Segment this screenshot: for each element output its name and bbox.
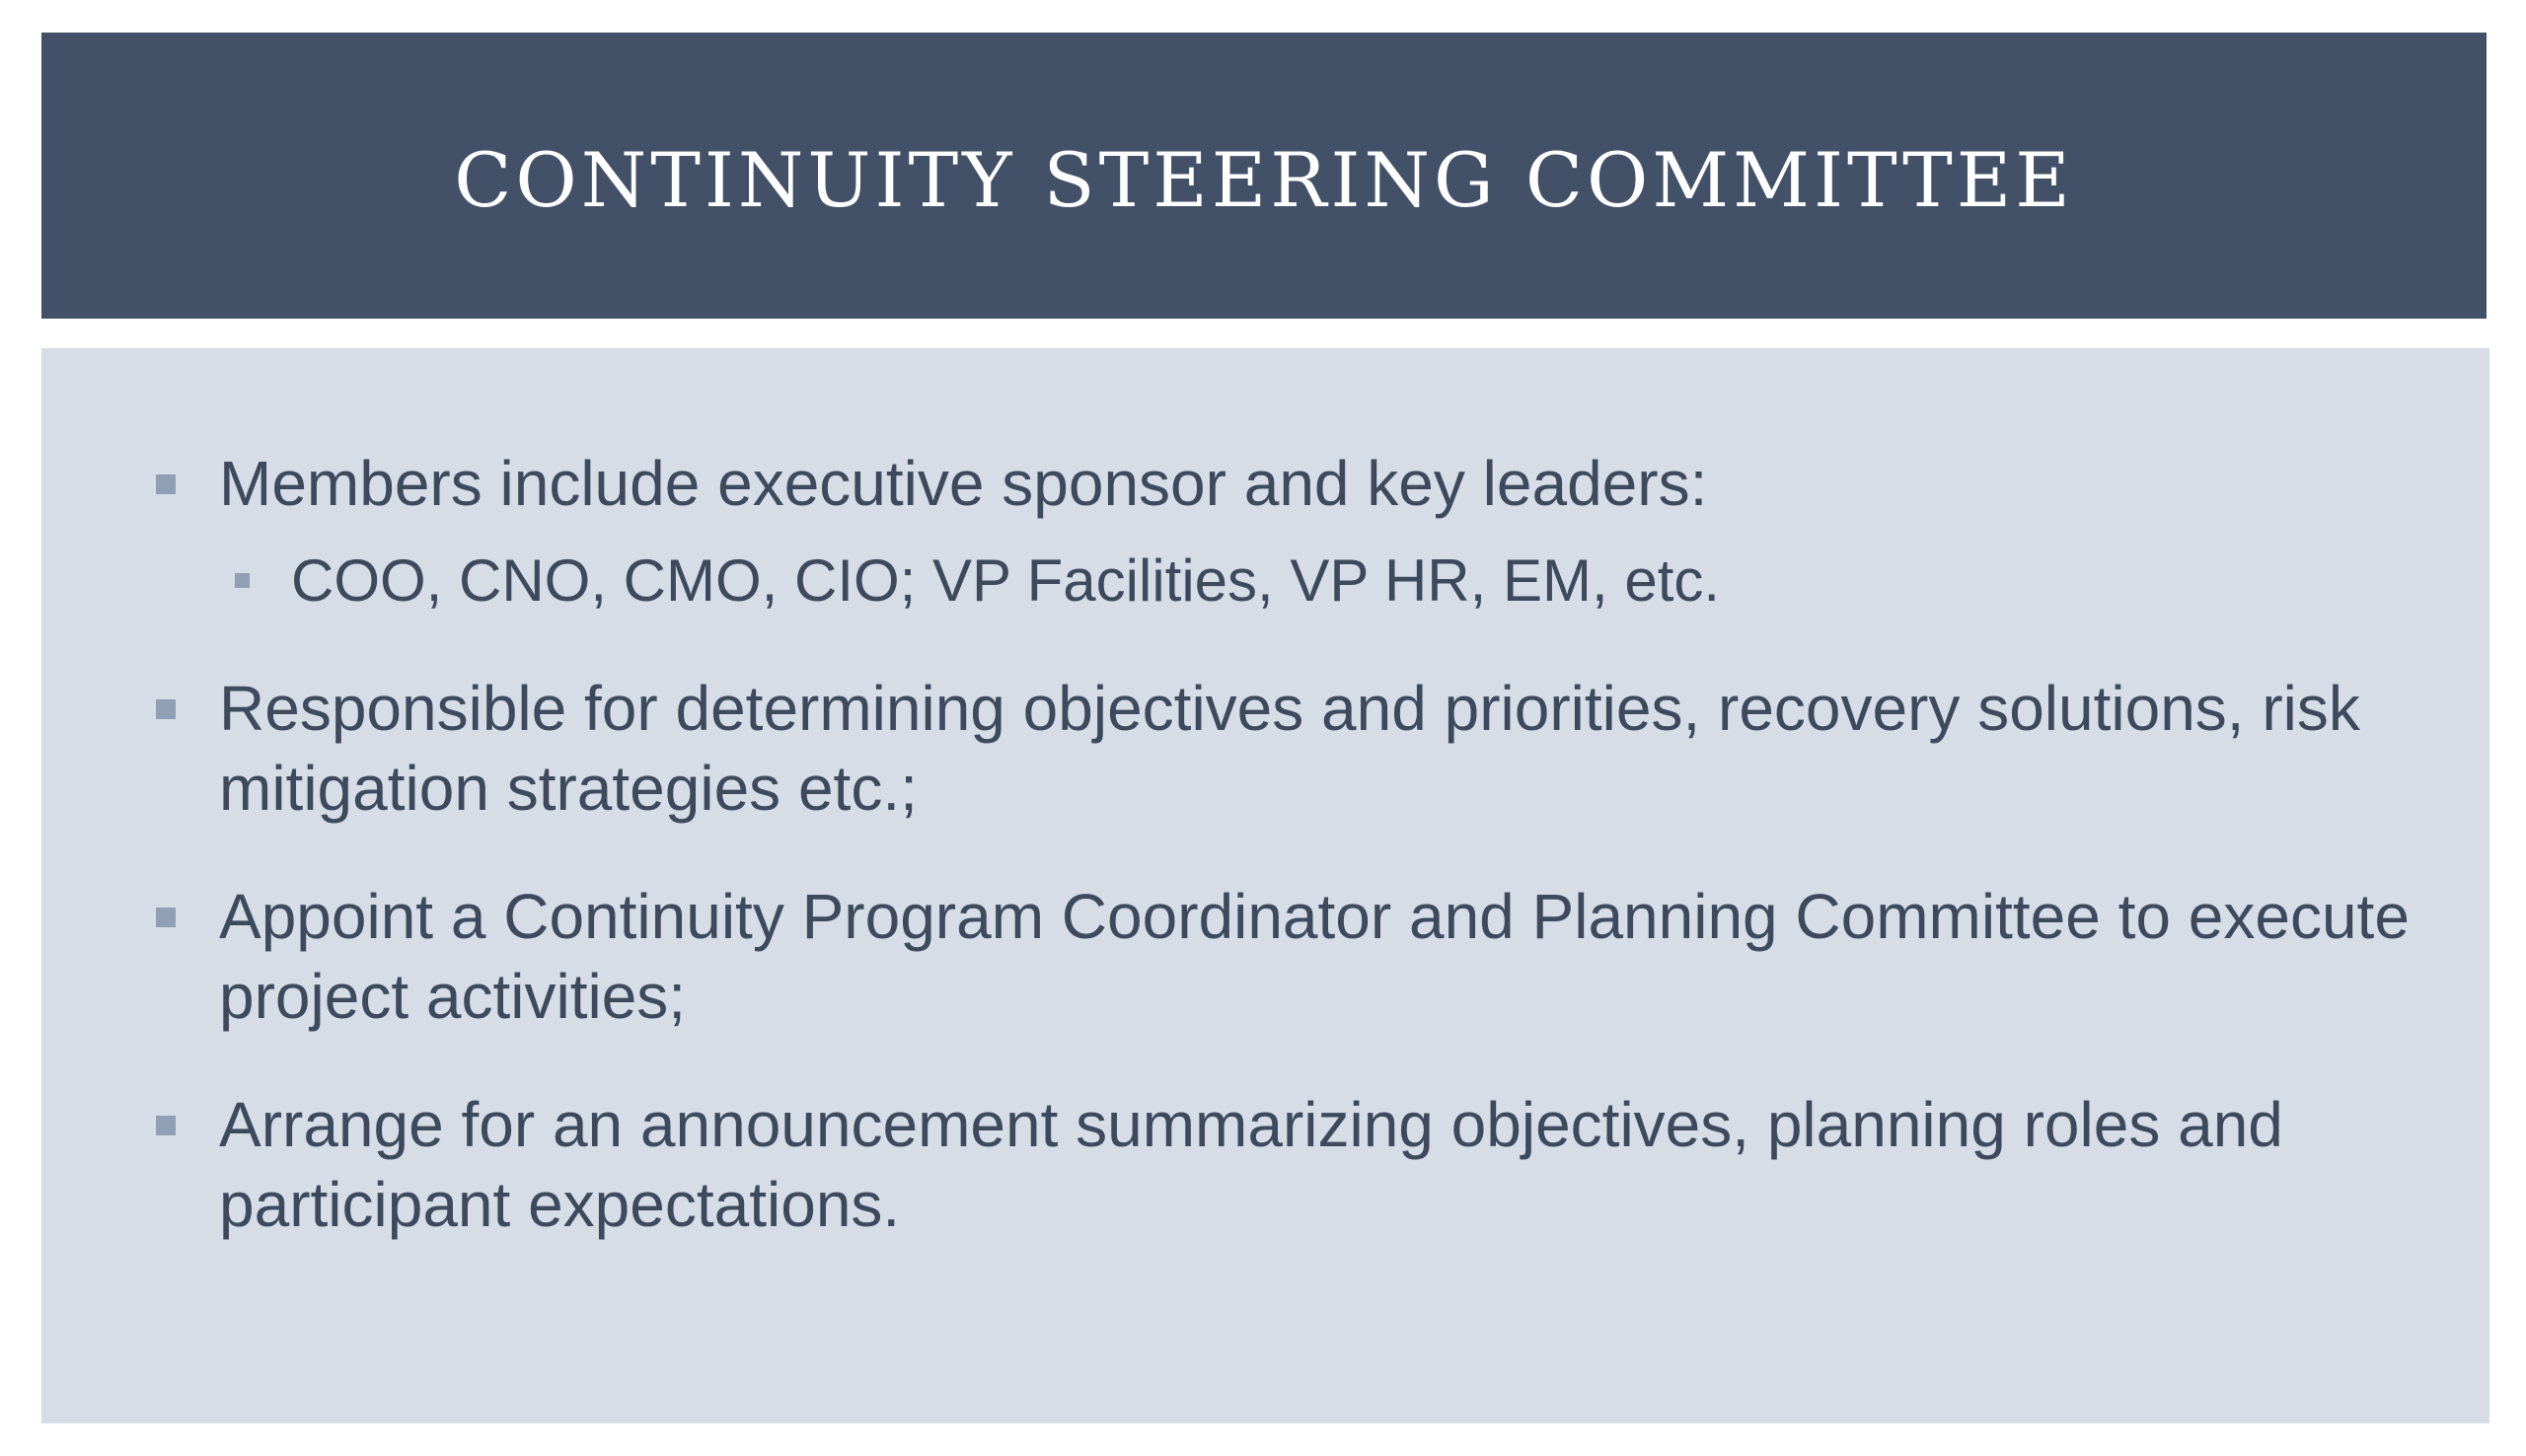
bullet-item-members — [219, 444, 2449, 524]
title-bar — [41, 33, 2487, 319]
bullet-text: Responsible for determining objectives and priorities, recovery solutions, risk mitigation strategies etc.; — [219, 673, 2360, 824]
bullet-item-appoint — [219, 877, 2449, 1037]
square-sub-bullet-icon — [235, 573, 250, 588]
sub-bullet-item-roles — [291, 544, 2442, 619]
bullet-list — [41, 348, 2489, 1423]
bullet-item-announcement — [219, 1085, 2449, 1245]
bullet-text: Members include executive sponsor and key leaders: — [219, 448, 1708, 519]
slide-title: CONTINUITY STEERING COMMITTEE — [454, 135, 2074, 224]
square-bullet-icon — [156, 908, 176, 927]
bullet-text: Arrange for an announcement summarizing objectives, planning roles and participant expectations. — [219, 1089, 2283, 1240]
square-bullet-icon — [156, 1116, 176, 1135]
bullet-item-responsible — [219, 669, 2449, 829]
bullet-text: Appoint a Continuity Program Coordinator and Planning Committee to execute project activities; — [219, 881, 2410, 1032]
square-bullet-icon — [156, 699, 176, 719]
square-bullet-icon — [156, 474, 176, 494]
content-panel — [41, 348, 2489, 1423]
sub-bullet-text: COO, CNO, CMO, CIO; VP Facilities, VP HR, EM, etc. — [291, 547, 1721, 614]
